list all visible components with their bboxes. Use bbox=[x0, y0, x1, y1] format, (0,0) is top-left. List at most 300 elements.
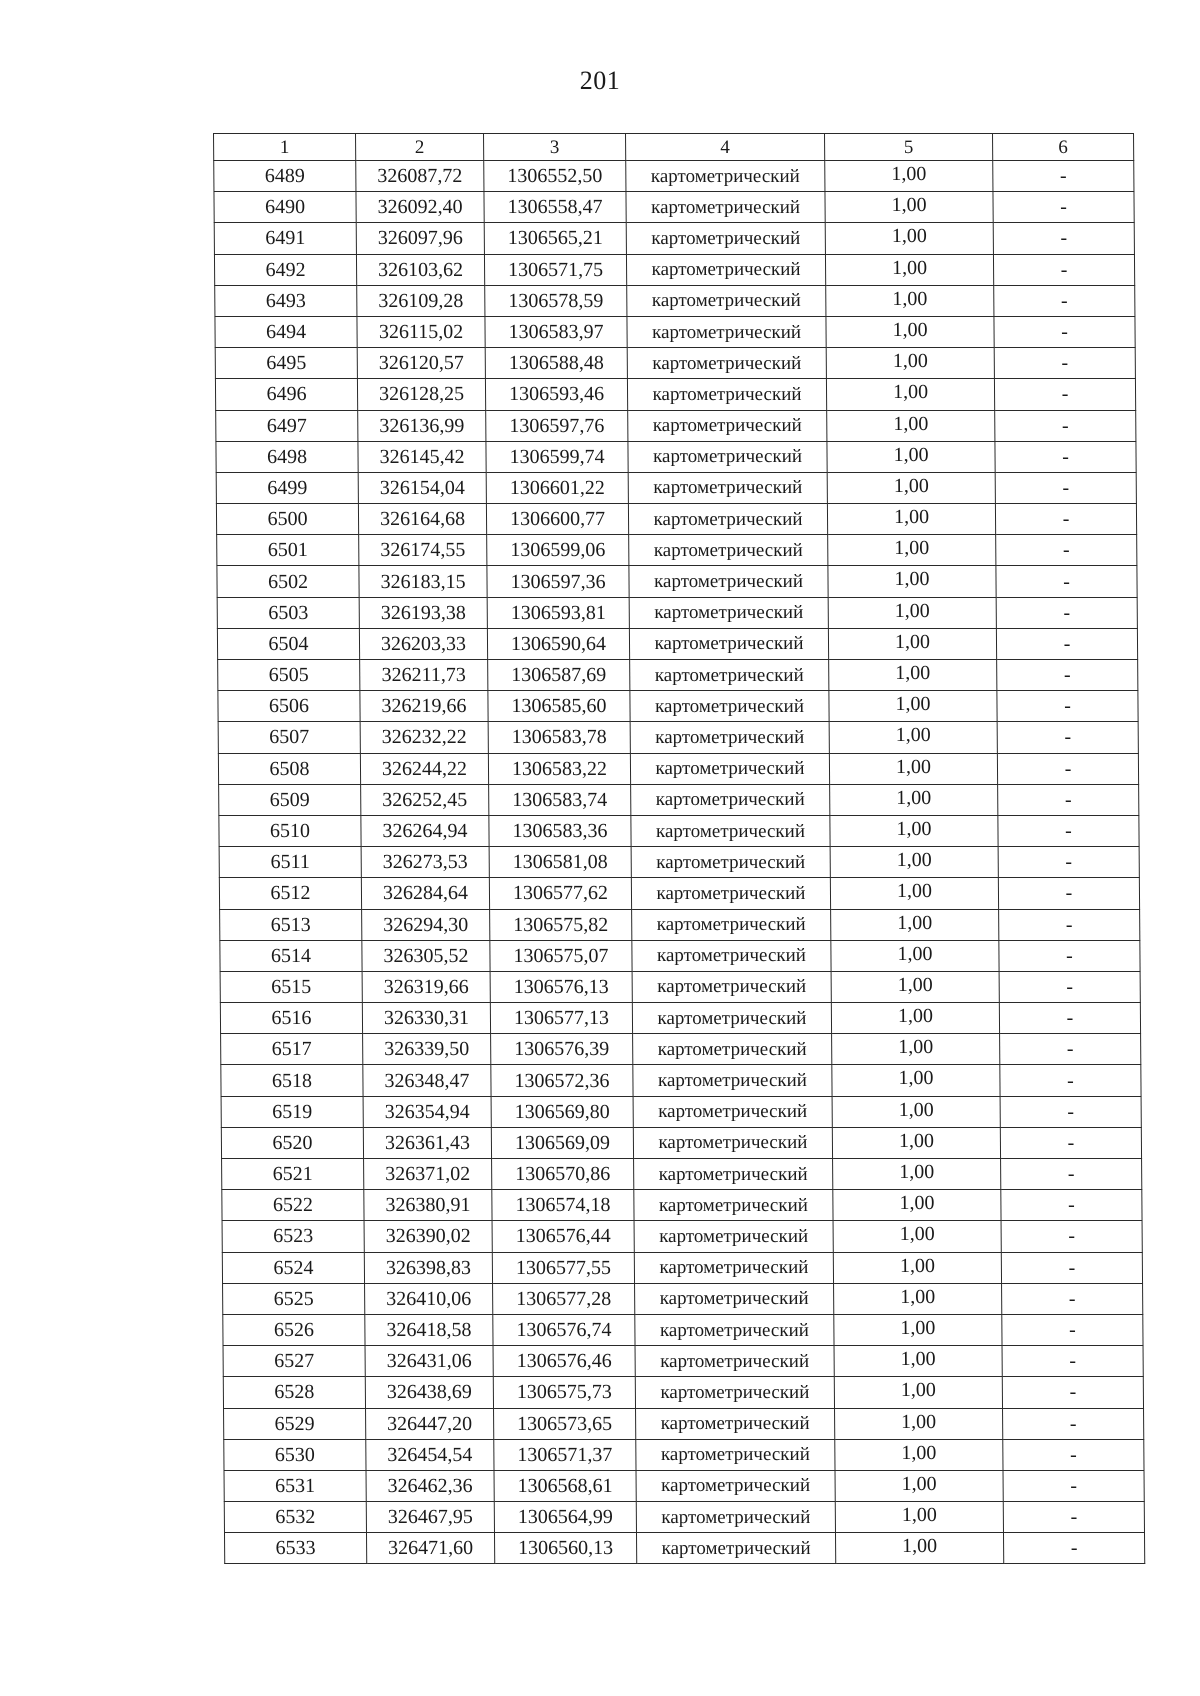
y-coordinate-cell: 1306574,18 bbox=[492, 1190, 634, 1221]
column-header-2: 2 bbox=[356, 134, 484, 161]
table-row bbox=[221, 1127, 1141, 1158]
table-row bbox=[216, 504, 1136, 535]
point-number-cell: 6526 bbox=[223, 1314, 365, 1345]
y-coordinate-cell: 1306576,39 bbox=[491, 1034, 633, 1065]
method-cell: картометрический bbox=[629, 628, 828, 659]
y-coordinate-cell: 1306571,37 bbox=[494, 1439, 636, 1470]
x-coordinate-cell: 326354,94 bbox=[363, 1096, 491, 1127]
point-number-cell: 6528 bbox=[223, 1377, 365, 1408]
point-number-cell: 6505 bbox=[218, 660, 360, 691]
note-cell: - bbox=[1002, 1283, 1143, 1314]
x-coordinate-cell: 326273,53 bbox=[361, 847, 489, 878]
x-coordinate-cell: 326398,83 bbox=[364, 1252, 492, 1283]
table-header-row bbox=[214, 134, 1134, 161]
note-cell: - bbox=[1002, 1346, 1143, 1377]
method-cell: картометрический bbox=[635, 1346, 834, 1377]
table-row bbox=[222, 1221, 1142, 1252]
method-cell: картометрический bbox=[630, 660, 829, 691]
point-number-cell: 6509 bbox=[219, 784, 361, 815]
accuracy-cell: 1,00 bbox=[832, 1034, 1000, 1065]
point-number-cell: 6531 bbox=[224, 1470, 366, 1501]
accuracy-cell: 1,00 bbox=[827, 472, 995, 503]
note-cell: - bbox=[994, 379, 1135, 410]
point-number-cell: 6490 bbox=[214, 192, 356, 223]
y-coordinate-cell: 1306593,46 bbox=[485, 379, 627, 410]
x-coordinate-cell: 326390,02 bbox=[364, 1221, 492, 1252]
x-coordinate-cell: 326361,43 bbox=[363, 1127, 491, 1158]
accuracy-cell: 1,00 bbox=[835, 1470, 1003, 1501]
x-coordinate-cell: 326174,55 bbox=[359, 535, 487, 566]
y-coordinate-cell: 1306575,73 bbox=[493, 1377, 635, 1408]
method-cell: картометрический bbox=[634, 1252, 833, 1283]
method-cell: картометрический bbox=[630, 691, 829, 722]
table-row bbox=[223, 1346, 1143, 1377]
method-cell: картометрический bbox=[626, 161, 825, 192]
note-cell: - bbox=[998, 784, 1139, 815]
accuracy-cell: 1,00 bbox=[829, 722, 997, 753]
method-cell: картометрический bbox=[627, 379, 826, 410]
accuracy-cell: 1,00 bbox=[828, 535, 996, 566]
x-coordinate-cell: 326438,69 bbox=[365, 1377, 493, 1408]
y-coordinate-cell: 1306575,82 bbox=[490, 909, 632, 940]
point-number-cell: 6520 bbox=[221, 1127, 363, 1158]
note-cell: - bbox=[999, 971, 1140, 1002]
method-cell: картометрический bbox=[630, 722, 829, 753]
x-coordinate-cell: 326264,94 bbox=[361, 815, 489, 846]
column-header-3: 3 bbox=[484, 134, 626, 161]
x-coordinate-cell: 326219,66 bbox=[360, 691, 488, 722]
x-coordinate-cell: 326294,30 bbox=[362, 909, 490, 940]
column-header-4: 4 bbox=[626, 134, 825, 161]
x-coordinate-cell: 326319,66 bbox=[362, 971, 490, 1002]
note-cell: - bbox=[1001, 1190, 1142, 1221]
point-number-cell: 6506 bbox=[218, 691, 360, 722]
method-cell: картометрический bbox=[626, 192, 825, 223]
method-cell: картометрический bbox=[633, 1034, 832, 1065]
note-cell: - bbox=[998, 815, 1139, 846]
accuracy-cell: 1,00 bbox=[833, 1190, 1001, 1221]
y-coordinate-cell: 1306583,97 bbox=[485, 316, 627, 347]
method-cell: картометрический bbox=[633, 1096, 832, 1127]
y-coordinate-cell: 1306583,36 bbox=[489, 815, 631, 846]
y-coordinate-cell: 1306577,28 bbox=[493, 1283, 635, 1314]
x-coordinate-cell: 326284,64 bbox=[361, 878, 489, 909]
note-cell: - bbox=[995, 504, 1136, 535]
table-row bbox=[214, 192, 1134, 223]
y-coordinate-cell: 1306576,44 bbox=[492, 1221, 634, 1252]
x-coordinate-cell: 326164,68 bbox=[358, 504, 486, 535]
accuracy-cell: 1,00 bbox=[832, 1096, 1000, 1127]
column-header-5: 5 bbox=[825, 134, 993, 161]
note-cell: - bbox=[996, 597, 1137, 628]
accuracy-cell: 1,00 bbox=[832, 1065, 1000, 1096]
note-cell: - bbox=[1000, 1096, 1141, 1127]
method-cell: картометрический bbox=[628, 410, 827, 441]
table-row bbox=[221, 1065, 1141, 1096]
table-row bbox=[224, 1470, 1144, 1501]
x-coordinate-cell: 326454,54 bbox=[366, 1439, 494, 1470]
point-number-cell: 6527 bbox=[223, 1346, 365, 1377]
table-row bbox=[224, 1533, 1144, 1564]
x-coordinate-cell: 326431,06 bbox=[365, 1346, 493, 1377]
x-coordinate-cell: 326115,02 bbox=[357, 316, 485, 347]
note-cell: - bbox=[997, 660, 1138, 691]
accuracy-cell: 1,00 bbox=[831, 1003, 999, 1034]
note-cell: - bbox=[996, 628, 1137, 659]
method-cell: картометрический bbox=[632, 1003, 831, 1034]
table-row bbox=[219, 847, 1139, 878]
x-coordinate-cell: 326305,52 bbox=[362, 940, 490, 971]
table-row bbox=[222, 1190, 1142, 1221]
table-row bbox=[218, 691, 1138, 722]
y-coordinate-cell: 1306569,80 bbox=[491, 1096, 633, 1127]
table-row bbox=[215, 316, 1135, 347]
method-cell: картометрический bbox=[632, 940, 831, 971]
method-cell: картометрический bbox=[628, 441, 827, 472]
x-coordinate-cell: 326211,73 bbox=[360, 660, 488, 691]
point-number-cell: 6523 bbox=[222, 1221, 364, 1252]
table-row bbox=[216, 410, 1136, 441]
accuracy-cell: 1,00 bbox=[829, 660, 997, 691]
note-cell: - bbox=[1002, 1377, 1143, 1408]
x-coordinate-cell: 326145,42 bbox=[358, 441, 486, 472]
x-coordinate-cell: 326109,28 bbox=[357, 285, 485, 316]
method-cell: картометрический bbox=[629, 535, 828, 566]
x-coordinate-cell: 326467,95 bbox=[366, 1502, 494, 1533]
accuracy-cell: 1,00 bbox=[825, 161, 993, 192]
x-coordinate-cell: 326097,96 bbox=[356, 223, 484, 254]
note-cell: - bbox=[994, 316, 1135, 347]
table-row bbox=[224, 1502, 1144, 1533]
page-number: 201 bbox=[579, 66, 621, 95]
accuracy-cell: 1,00 bbox=[826, 285, 994, 316]
y-coordinate-cell: 1306593,81 bbox=[487, 597, 629, 628]
x-coordinate-cell: 326418,58 bbox=[365, 1314, 493, 1345]
note-cell: - bbox=[997, 753, 1138, 784]
y-coordinate-cell: 1306573,65 bbox=[494, 1408, 636, 1439]
accuracy-cell: 1,00 bbox=[828, 597, 996, 628]
accuracy-cell: 1,00 bbox=[829, 691, 997, 722]
point-number-cell: 6492 bbox=[214, 254, 356, 285]
y-coordinate-cell: 1306597,36 bbox=[487, 566, 629, 597]
point-number-cell: 6508 bbox=[218, 753, 360, 784]
table-row bbox=[220, 1003, 1140, 1034]
note-cell: - bbox=[993, 192, 1134, 223]
y-coordinate-cell: 1306571,75 bbox=[484, 254, 626, 285]
y-coordinate-cell: 1306572,36 bbox=[491, 1065, 633, 1096]
y-coordinate-cell: 1306583,22 bbox=[488, 753, 630, 784]
point-number-cell: 6501 bbox=[217, 535, 359, 566]
point-number-cell: 6502 bbox=[217, 566, 359, 597]
point-number-cell: 6532 bbox=[224, 1502, 366, 1533]
x-coordinate-cell: 326087,72 bbox=[356, 161, 484, 192]
table-row bbox=[217, 628, 1137, 659]
method-cell: картометрический bbox=[626, 254, 825, 285]
y-coordinate-cell: 1306601,22 bbox=[486, 472, 628, 503]
note-cell: - bbox=[999, 1003, 1140, 1034]
note-cell: - bbox=[1003, 1470, 1144, 1501]
accuracy-cell: 1,00 bbox=[826, 348, 994, 379]
table-row bbox=[218, 722, 1138, 753]
point-number-cell: 6512 bbox=[219, 878, 361, 909]
method-cell: картометрический bbox=[636, 1533, 835, 1564]
accuracy-cell: 1,00 bbox=[825, 192, 993, 223]
point-number-cell: 6500 bbox=[216, 504, 358, 535]
y-coordinate-cell: 1306585,60 bbox=[488, 691, 630, 722]
table-row bbox=[222, 1159, 1142, 1190]
note-cell: - bbox=[996, 535, 1137, 566]
note-cell: - bbox=[995, 472, 1136, 503]
table-row bbox=[214, 254, 1134, 285]
coordinates-sheet bbox=[213, 133, 1144, 1564]
accuracy-cell: 1,00 bbox=[830, 815, 998, 846]
point-number-cell: 6518 bbox=[221, 1065, 363, 1096]
x-coordinate-cell: 326154,04 bbox=[358, 472, 486, 503]
x-coordinate-cell: 326330,31 bbox=[362, 1003, 490, 1034]
point-number-cell: 6533 bbox=[224, 1533, 366, 1564]
point-number-cell: 6497 bbox=[216, 410, 358, 441]
column-header-6: 6 bbox=[993, 134, 1134, 161]
method-cell: картометрический bbox=[636, 1502, 835, 1533]
note-cell: - bbox=[994, 348, 1135, 379]
point-number-cell: 6514 bbox=[220, 940, 362, 971]
method-cell: картометрический bbox=[628, 472, 827, 503]
y-coordinate-cell: 1306564,99 bbox=[494, 1502, 636, 1533]
note-cell: - bbox=[1003, 1533, 1144, 1564]
method-cell: картометрический bbox=[634, 1159, 833, 1190]
note-cell: - bbox=[993, 223, 1134, 254]
method-cell: картометрический bbox=[636, 1408, 835, 1439]
note-cell: - bbox=[993, 254, 1134, 285]
point-number-cell: 6503 bbox=[217, 597, 359, 628]
point-number-cell: 6510 bbox=[219, 815, 361, 846]
method-cell: картометрический bbox=[631, 784, 830, 815]
method-cell: картометрический bbox=[630, 753, 829, 784]
x-coordinate-cell: 326244,22 bbox=[360, 753, 488, 784]
table-row bbox=[220, 971, 1140, 1002]
x-coordinate-cell: 326252,45 bbox=[361, 784, 489, 815]
point-number-cell: 6511 bbox=[219, 847, 361, 878]
note-cell: - bbox=[1000, 1034, 1141, 1065]
table-row bbox=[215, 285, 1135, 316]
note-cell: - bbox=[1001, 1221, 1142, 1252]
point-number-cell: 6529 bbox=[224, 1408, 366, 1439]
accuracy-cell: 1,00 bbox=[830, 878, 998, 909]
accuracy-cell: 1,00 bbox=[828, 628, 996, 659]
method-cell: картометрический bbox=[635, 1314, 834, 1345]
note-cell: - bbox=[1000, 1065, 1141, 1096]
method-cell: картометрический bbox=[629, 566, 828, 597]
x-coordinate-cell: 326136,99 bbox=[358, 410, 486, 441]
point-number-cell: 6498 bbox=[216, 441, 358, 472]
x-coordinate-cell: 326371,02 bbox=[364, 1159, 492, 1190]
table-row bbox=[216, 472, 1136, 503]
y-coordinate-cell: 1306568,61 bbox=[494, 1470, 636, 1501]
method-cell: картометрический bbox=[633, 1065, 832, 1096]
accuracy-cell: 1,00 bbox=[834, 1314, 1002, 1345]
table-row bbox=[215, 348, 1135, 379]
x-coordinate-cell: 326193,38 bbox=[359, 597, 487, 628]
accuracy-cell: 1,00 bbox=[827, 441, 995, 472]
point-number-cell: 6495 bbox=[215, 348, 357, 379]
method-cell: картометрический bbox=[627, 348, 826, 379]
point-number-cell: 6521 bbox=[222, 1159, 364, 1190]
method-cell: картометрический bbox=[629, 597, 828, 628]
method-cell: картометрический bbox=[631, 815, 830, 846]
point-number-cell: 6525 bbox=[223, 1283, 365, 1314]
accuracy-cell: 1,00 bbox=[827, 504, 995, 535]
accuracy-cell: 1,00 bbox=[833, 1221, 1001, 1252]
x-coordinate-cell: 326462,36 bbox=[366, 1470, 494, 1501]
accuracy-cell: 1,00 bbox=[827, 410, 995, 441]
y-coordinate-cell: 1306576,46 bbox=[493, 1346, 635, 1377]
y-coordinate-cell: 1306570,86 bbox=[492, 1159, 634, 1190]
x-coordinate-cell: 326348,47 bbox=[363, 1065, 491, 1096]
y-coordinate-cell: 1306578,59 bbox=[485, 285, 627, 316]
x-coordinate-cell: 326447,20 bbox=[366, 1408, 494, 1439]
accuracy-cell: 1,00 bbox=[833, 1252, 1001, 1283]
point-number-cell: 6489 bbox=[214, 161, 356, 192]
table-row bbox=[224, 1408, 1144, 1439]
point-number-cell: 6491 bbox=[214, 223, 356, 254]
y-coordinate-cell: 1306575,07 bbox=[490, 940, 632, 971]
note-cell: - bbox=[995, 410, 1136, 441]
note-cell: - bbox=[994, 285, 1135, 316]
table-row bbox=[223, 1283, 1143, 1314]
y-coordinate-cell: 1306576,74 bbox=[493, 1314, 635, 1345]
note-cell: - bbox=[1001, 1252, 1142, 1283]
accuracy-cell: 1,00 bbox=[835, 1439, 1003, 1470]
accuracy-cell: 1,00 bbox=[826, 379, 994, 410]
method-cell: картометрический bbox=[628, 504, 827, 535]
y-coordinate-cell: 1306588,48 bbox=[485, 348, 627, 379]
note-cell: - bbox=[996, 566, 1137, 597]
table-row bbox=[221, 1096, 1141, 1127]
accuracy-cell: 1,00 bbox=[829, 753, 997, 784]
accuracy-cell: 1,00 bbox=[835, 1408, 1003, 1439]
method-cell: картометрический bbox=[633, 1127, 832, 1158]
table-row bbox=[222, 1252, 1142, 1283]
method-cell: картометрический bbox=[632, 909, 831, 940]
point-number-cell: 6515 bbox=[220, 971, 362, 1002]
y-coordinate-cell: 1306577,55 bbox=[492, 1252, 634, 1283]
table-row bbox=[218, 660, 1138, 691]
point-number-cell: 6522 bbox=[222, 1190, 364, 1221]
point-number-cell: 6494 bbox=[215, 316, 357, 347]
y-coordinate-cell: 1306569,09 bbox=[491, 1127, 633, 1158]
table-row bbox=[214, 223, 1134, 254]
accuracy-cell: 1,00 bbox=[831, 940, 999, 971]
note-cell: - bbox=[1003, 1502, 1144, 1533]
coordinates-table bbox=[213, 133, 1145, 1564]
column-header-1: 1 bbox=[214, 134, 356, 161]
y-coordinate-cell: 1306583,78 bbox=[488, 722, 630, 753]
y-coordinate-cell: 1306577,62 bbox=[489, 878, 631, 909]
x-coordinate-cell: 326203,33 bbox=[359, 628, 487, 659]
point-number-cell: 6499 bbox=[216, 472, 358, 503]
method-cell: картометрический bbox=[636, 1470, 835, 1501]
method-cell: картометрический bbox=[636, 1439, 835, 1470]
note-cell: - bbox=[997, 722, 1138, 753]
y-coordinate-cell: 1306565,21 bbox=[484, 223, 626, 254]
table-row bbox=[221, 1034, 1141, 1065]
x-coordinate-cell: 326339,50 bbox=[363, 1034, 491, 1065]
method-cell: картометрический bbox=[626, 223, 825, 254]
point-number-cell: 6504 bbox=[217, 628, 359, 659]
note-cell: - bbox=[998, 878, 1139, 909]
accuracy-cell: 1,00 bbox=[834, 1377, 1002, 1408]
table-row bbox=[223, 1314, 1143, 1345]
y-coordinate-cell: 1306600,77 bbox=[486, 504, 628, 535]
y-coordinate-cell: 1306587,69 bbox=[488, 660, 630, 691]
table-row bbox=[217, 597, 1137, 628]
y-coordinate-cell: 1306581,08 bbox=[489, 847, 631, 878]
y-coordinate-cell: 1306599,06 bbox=[487, 535, 629, 566]
point-number-cell: 6524 bbox=[222, 1252, 364, 1283]
method-cell: картометрический bbox=[635, 1283, 834, 1314]
y-coordinate-cell: 1306577,13 bbox=[490, 1003, 632, 1034]
note-cell: - bbox=[999, 940, 1140, 971]
note-cell: - bbox=[1003, 1439, 1144, 1470]
accuracy-cell: 1,00 bbox=[826, 316, 994, 347]
accuracy-cell: 1,00 bbox=[833, 1159, 1001, 1190]
method-cell: картометрический bbox=[634, 1190, 833, 1221]
y-coordinate-cell: 1306590,64 bbox=[487, 628, 629, 659]
method-cell: картометрический bbox=[634, 1221, 833, 1252]
x-coordinate-cell: 326103,62 bbox=[356, 254, 484, 285]
accuracy-cell: 1,00 bbox=[830, 784, 998, 815]
table-row bbox=[217, 566, 1137, 597]
point-number-cell: 6507 bbox=[218, 722, 360, 753]
x-coordinate-cell: 326232,22 bbox=[360, 722, 488, 753]
accuracy-cell: 1,00 bbox=[834, 1346, 1002, 1377]
accuracy-cell: 1,00 bbox=[831, 971, 999, 1002]
note-cell: - bbox=[998, 847, 1139, 878]
accuracy-cell: 1,00 bbox=[831, 909, 999, 940]
y-coordinate-cell: 1306552,50 bbox=[484, 161, 626, 192]
point-number-cell: 6513 bbox=[220, 909, 362, 940]
table-row bbox=[219, 815, 1139, 846]
x-coordinate-cell: 326128,25 bbox=[357, 379, 485, 410]
y-coordinate-cell: 1306597,76 bbox=[486, 410, 628, 441]
point-number-cell: 6530 bbox=[224, 1439, 366, 1470]
note-cell: - bbox=[1001, 1159, 1142, 1190]
point-number-cell: 6516 bbox=[220, 1003, 362, 1034]
accuracy-cell: 1,00 bbox=[832, 1127, 1000, 1158]
table-row bbox=[216, 441, 1136, 472]
y-coordinate-cell: 1306583,74 bbox=[489, 784, 631, 815]
accuracy-cell: 1,00 bbox=[835, 1533, 1003, 1564]
accuracy-cell: 1,00 bbox=[835, 1502, 1003, 1533]
accuracy-cell: 1,00 bbox=[830, 847, 998, 878]
point-number-cell: 6493 bbox=[215, 285, 357, 316]
accuracy-cell: 1,00 bbox=[825, 223, 993, 254]
note-cell: - bbox=[1002, 1314, 1143, 1345]
x-coordinate-cell: 326410,06 bbox=[365, 1283, 493, 1314]
note-cell: - bbox=[1003, 1408, 1144, 1439]
table-row bbox=[220, 940, 1140, 971]
x-coordinate-cell: 326120,57 bbox=[357, 348, 485, 379]
table-row bbox=[220, 909, 1140, 940]
method-cell: картометрический bbox=[632, 971, 831, 1002]
y-coordinate-cell: 1306558,47 bbox=[484, 192, 626, 223]
x-coordinate-cell: 326092,40 bbox=[356, 192, 484, 223]
note-cell: - bbox=[997, 691, 1138, 722]
accuracy-cell: 1,00 bbox=[828, 566, 996, 597]
table-row bbox=[217, 535, 1137, 566]
table-row bbox=[214, 161, 1134, 192]
table-row bbox=[224, 1439, 1144, 1470]
